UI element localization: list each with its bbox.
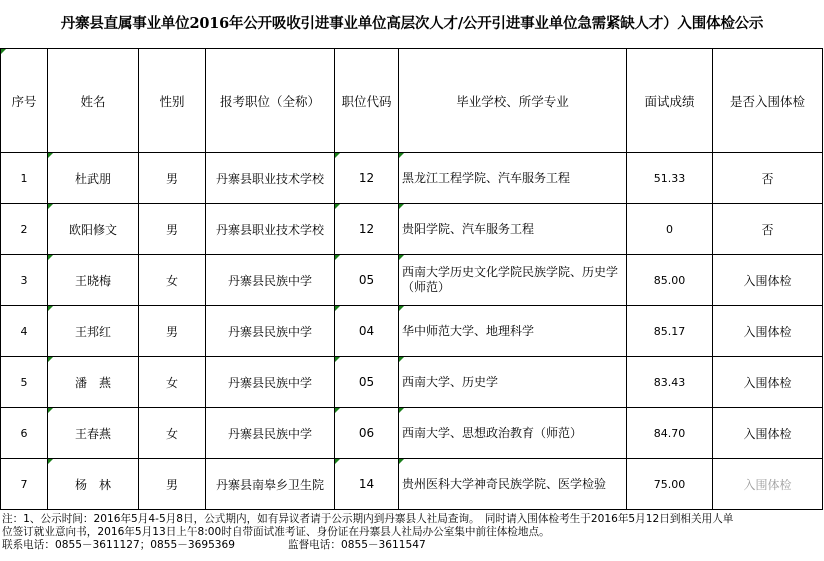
cell-school: 华中师范大学、地理科学 [399, 306, 627, 357]
cell-position: 丹寨县职业技术学校 [206, 204, 335, 255]
cell-position: 丹寨县民族中学 [206, 306, 335, 357]
cell-school: 贵州医科大学神奇民族学院、医学检验 [399, 459, 627, 510]
cell-gender: 男 [139, 153, 206, 204]
cell-score: 0 [627, 204, 713, 255]
table-row [1, 306, 823, 357]
cell-result: 否 [713, 204, 823, 255]
table-row [1, 459, 823, 510]
cell-code: 05 [335, 255, 399, 306]
cell-code: 12 [335, 153, 399, 204]
note-line-2: 位签订就业意向书，2016年5月13日上午8:00时自带面试准考证、身份证在丹寨县人社局办公室集中前往体检地点。 [2, 526, 550, 538]
cell-name: 王邦红 [48, 306, 139, 357]
cell-gender: 女 [139, 408, 206, 459]
cell-school: 西南大学、历史学 [399, 357, 627, 408]
cell-gender: 男 [139, 204, 206, 255]
cell-no: 3 [1, 255, 48, 306]
cell-no: 1 [1, 153, 48, 204]
header-result: 是否入围体检 [713, 49, 823, 153]
table-row [1, 255, 823, 306]
cell-no: 2 [1, 204, 48, 255]
cell-no: 6 [1, 408, 48, 459]
cell-school: 贵阳学院、汽车服务工程 [399, 204, 627, 255]
cell-code: 05 [335, 357, 399, 408]
header-school: 毕业学校、所学专业 [399, 49, 627, 153]
notes [2, 513, 822, 552]
cell-score: 85.17 [627, 306, 713, 357]
cell-school: 黑龙江工程学院、汽车服务工程 [399, 153, 627, 204]
table-row [1, 357, 823, 408]
cell-no: 5 [1, 357, 48, 408]
cell-no: 7 [1, 459, 48, 510]
cell-score: 51.33 [627, 153, 713, 204]
results-table [0, 48, 823, 510]
cell-result: 入围体检 [713, 408, 823, 459]
table-row [1, 408, 823, 459]
cell-result: 入围体检 [713, 357, 823, 408]
cell-name: 杜武朋 [48, 153, 139, 204]
cell-position: 丹寨县民族中学 [206, 408, 335, 459]
table-row [1, 204, 823, 255]
header-no: 序号 [1, 49, 48, 153]
header-gender: 性别 [139, 49, 206, 153]
cell-no: 4 [1, 306, 48, 357]
cell-name: 王春燕 [48, 408, 139, 459]
header-code: 职位代码 [335, 49, 399, 153]
cell-score: 84.70 [627, 408, 713, 459]
cell-name: 杨 林 [48, 459, 139, 510]
page-title: 丹寨县直属事业单位2016年公开吸收引进事业单位高层次人才/公开引进事业单位急需紧缺人才）入围体检公示 [60, 14, 764, 32]
cell-score: 75.00 [627, 459, 713, 510]
cell-gender: 女 [139, 357, 206, 408]
cell-position: 丹寨县职业技术学校 [206, 153, 335, 204]
cell-result: 入围体检 [713, 306, 823, 357]
header-position: 报考职位（全称） [206, 49, 335, 153]
cell-position: 丹寨县民族中学 [206, 255, 335, 306]
table-row [1, 153, 823, 204]
cell-code: 14 [335, 459, 399, 510]
cell-code: 04 [335, 306, 399, 357]
cell-code: 12 [335, 204, 399, 255]
cell-name: 欧阳修文 [48, 204, 139, 255]
header-name: 姓名 [48, 49, 139, 153]
cell-name: 王晓梅 [48, 255, 139, 306]
header-score: 面试成绩 [627, 49, 713, 153]
contact-line: 联系电话：0855－3611127；0855－3695369 监督电话：0855－3611547 [2, 539, 426, 551]
cell-result: 否 [713, 153, 823, 204]
cell-code: 06 [335, 408, 399, 459]
cell-result: 入围体检 [713, 459, 823, 510]
cell-gender: 女 [139, 255, 206, 306]
cell-position: 丹寨县南皋乡卫生院 [206, 459, 335, 510]
cell-score: 83.43 [627, 357, 713, 408]
cell-score: 85.00 [627, 255, 713, 306]
table-header-row [1, 49, 823, 153]
cell-gender: 男 [139, 459, 206, 510]
note-line-1: 注：1、公示时间：2016年5月4-5月8日，公式期内，如有异议者请于公示期内到丹寨县人社局查询。 同时请入围体检考生于2016年5月12日到相关用人单 [2, 513, 734, 525]
cell-school: 西南大学、思想政治教育（师范） [399, 408, 627, 459]
cell-school: 西南大学历史文化学院民族学院、历史学（师范） [399, 255, 627, 306]
cell-gender: 男 [139, 306, 206, 357]
cell-result: 入围体检 [713, 255, 823, 306]
cell-name: 潘 燕 [48, 357, 139, 408]
cell-position: 丹寨县民族中学 [206, 357, 335, 408]
